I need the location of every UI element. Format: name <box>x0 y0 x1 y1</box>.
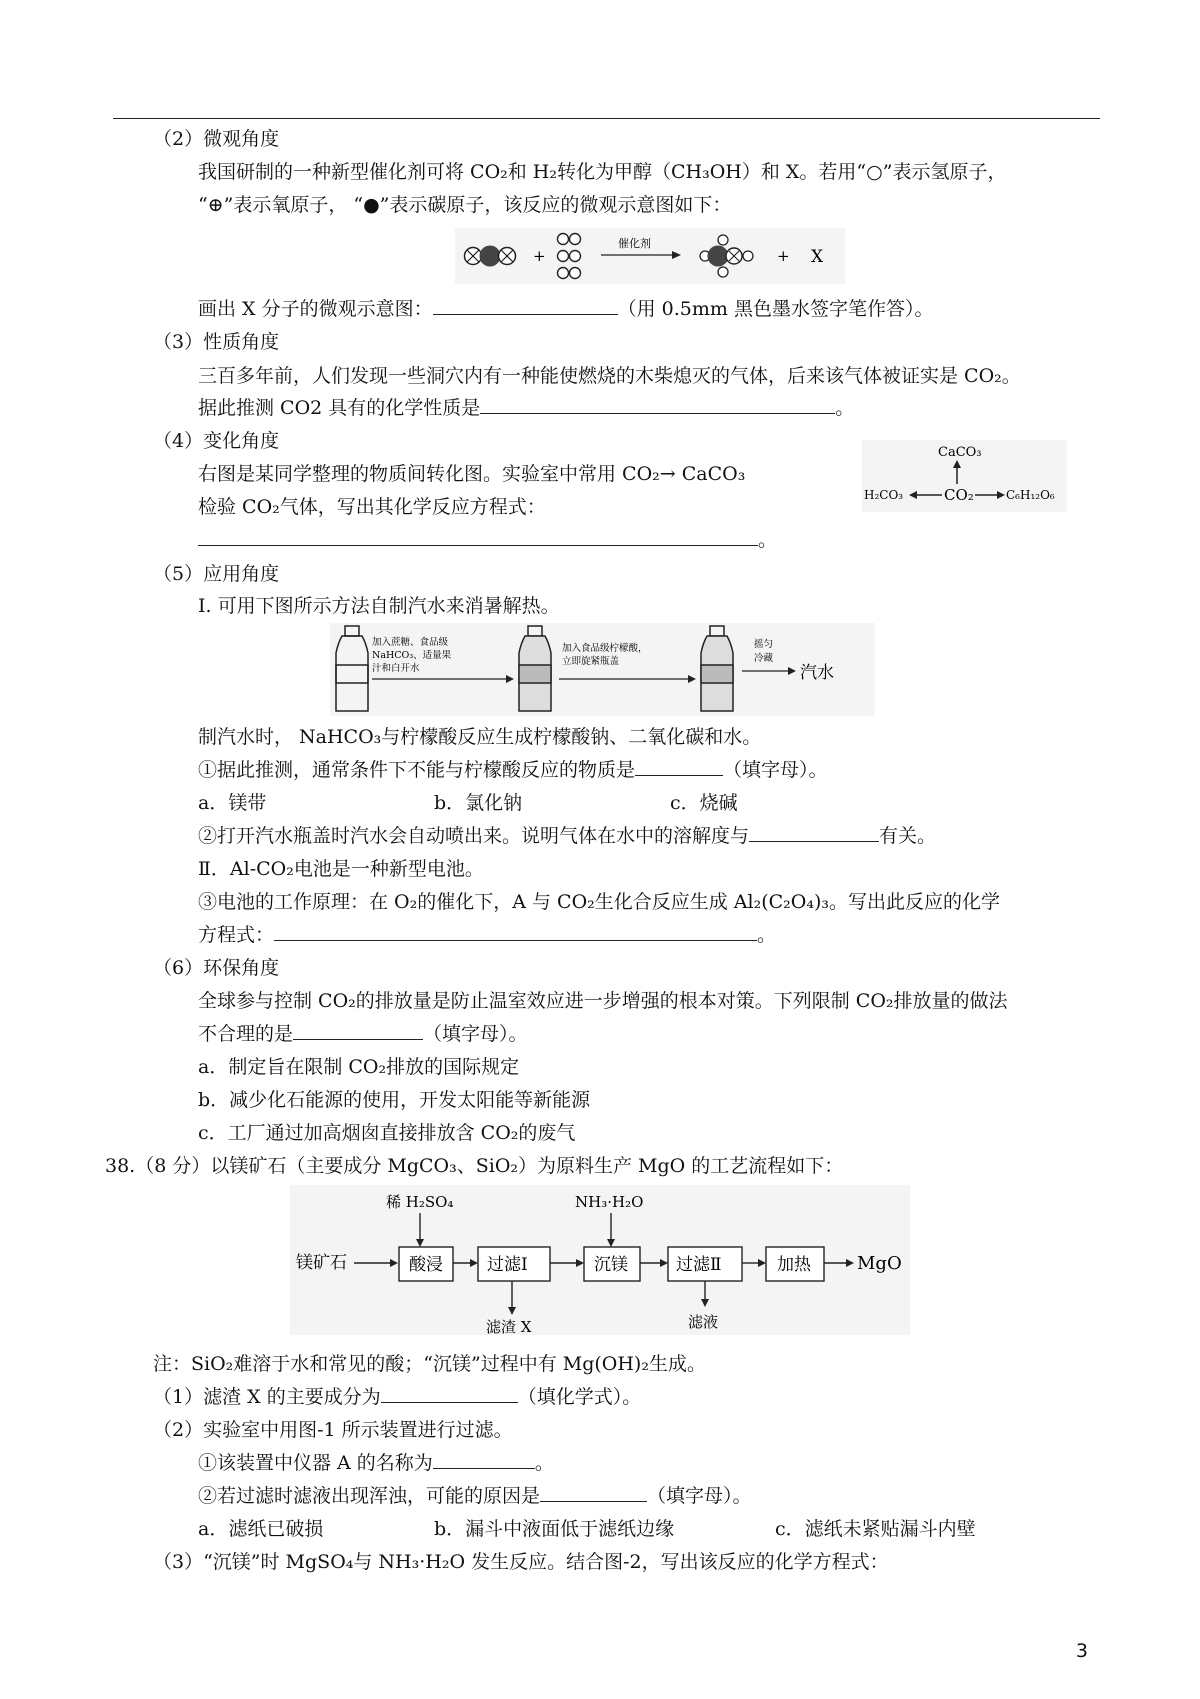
s5-q1-prompt: ①据此推测，通常条件下不能与柠檬酸反应的物质是 <box>198 759 636 781</box>
step1-line1: 加入蔗糖、食品级 <box>372 637 449 648</box>
node-caco3: CaCO₃ <box>938 445 982 460</box>
s2-paragraph-1: 我国研制的一种新型催化剂可将 CO₂和 H₂转化为甲醇（CH₃OH）和 X。若用“○”表示氢原子， <box>198 161 1007 183</box>
s6-answer-line <box>198 1020 528 1048</box>
s5-q3-answer-line <box>198 921 776 949</box>
h2-molecules <box>558 234 581 279</box>
q38-q2-1-prompt: ①该装置中仪器 A 的名称为 <box>198 1452 433 1474</box>
answer-blank-q1[interactable] <box>635 757 723 776</box>
mgo-process-flowchart <box>290 1185 910 1335</box>
s5-q2-suffix: 有关。 <box>879 825 937 847</box>
flow-output-filtrate: 滤液 <box>688 1313 719 1331</box>
step1-line2: NaHCO₃、适量果 <box>372 650 452 661</box>
answer-blank-s6[interactable] <box>293 1021 423 1040</box>
q38-q3: （3）“沉镁”时 MgSO₄与 NH₃·H₂O 发生反应。结合图-2，写出该反应的化学方程式： <box>153 1551 889 1573</box>
step3-line1: 摇匀 <box>754 639 774 650</box>
s5-q3-prompt: 方程式： <box>198 924 275 946</box>
answer-blank-q3[interactable] <box>274 922 757 941</box>
flow-box1-label: 酸浸 <box>409 1255 443 1275</box>
s6-heading: （6）环保角度 <box>153 957 280 979</box>
q38-q1-line <box>153 1383 641 1411</box>
q38-note: 注：SiO₂难溶于水和常见的酸；“沉镁”过程中有 Mg(OH)₂生成。 <box>153 1353 706 1375</box>
s3-heading: （3）性质角度 <box>153 331 280 353</box>
s5-q2-line <box>198 822 936 850</box>
catalyst-label: 催化剂 <box>618 237 651 250</box>
s4-answer-end: 。 <box>758 529 778 551</box>
s5-paragraph-2: 制汽水时， NaHCO₃与柠檬酸反应生成柠檬酸钠、二氧化碳和水。 <box>198 726 762 748</box>
s4-heading: （4）变化角度 <box>153 430 280 452</box>
s6-option-a: a．制定旨在限制 CO₂排放的国际规定 <box>198 1056 520 1078</box>
s5-paragraph-3: Ⅱ．Al-CO₂电池是一种新型电池。 <box>198 858 484 880</box>
flow-reagent-h2so4: 稀 H₂SO₄ <box>386 1193 454 1211</box>
s5-q1-option-a: a．镁带 <box>198 792 267 814</box>
s6-option-b: b．减少化石能源的使用，开发太阳能等新能源 <box>198 1089 591 1111</box>
s2-paragraph-2: “⊕”表示氧原子， “●”表示碳原子，该反应的微观示意图如下： <box>198 194 732 216</box>
flow-box2-label: 过滤Ⅰ <box>487 1255 528 1275</box>
s3-paragraph-1: 三百多年前，人们发现一些洞穴内有一种能使燃烧的木柴熄灭的气体，后来该气体被证实是 CO₂。 <box>198 365 1021 387</box>
s5-q3-line: ③电池的工作原理：在 O₂的催化下，A 与 CO₂生化合反应生成 Al₂(C₂O₄)₃。写出此反应的化学 <box>198 891 1001 913</box>
s3-answer-end: 。 <box>835 397 855 419</box>
q38-q2: （2）实验室中用图-1 所示装置进行过滤。 <box>153 1419 513 1441</box>
s5-q1-line <box>198 756 828 784</box>
s5-q2-prompt: ②打开汽水瓶盖时汽水会自动喷出来。说明气体在水中的溶解度与 <box>198 825 750 847</box>
step3-line2: 冷藏 <box>754 653 774 664</box>
flow-box3-label: 沉镁 <box>594 1255 628 1275</box>
s6-suffix: （填字母）。 <box>423 1023 528 1045</box>
flow-box5-label: 加热 <box>777 1255 811 1275</box>
q38-option-a: a．滤纸已破损 <box>198 1518 324 1540</box>
q38-option-c: c．滤纸未紧贴漏斗内壁 <box>775 1518 976 1540</box>
s2-answer-line <box>198 295 933 323</box>
s3-answer-line <box>198 394 854 422</box>
step2-line1: 加入食品级柠檬酸， <box>562 643 648 654</box>
s6-option-c: c．工厂通过加高烟囱直接排放含 CO₂的废气 <box>198 1122 576 1144</box>
q38-q2-2-prompt: ②若过滤时滤液出现浑浊，可能的原因是 <box>198 1485 541 1507</box>
q38-option-b: b．漏斗中液面低于滤纸边缘 <box>434 1518 675 1540</box>
step2-line2: 立即旋紧瓶盖 <box>562 656 620 667</box>
answer-blank-q2[interactable] <box>749 823 879 842</box>
q38-q2-1-end: 。 <box>534 1452 554 1474</box>
page-number: 3 <box>1075 1640 1088 1662</box>
s5-q3-end: 。 <box>757 924 777 946</box>
reaction-micro-diagram <box>455 228 845 284</box>
answer-blank-co2-equation[interactable] <box>198 527 758 546</box>
flow-output-mgo: MgO <box>857 1253 902 1274</box>
co2-conversion-diagram <box>862 440 1067 512</box>
s6-prompt: 不合理的是 <box>198 1023 294 1045</box>
s3-answer-prompt: 据此推测 CO2 具有的化学性质是 <box>198 397 481 419</box>
bottle-filled-1 <box>519 626 551 711</box>
answer-blank-residue[interactable] <box>381 1384 518 1403</box>
step1-line3: 汁和白开水 <box>372 663 420 674</box>
plus-sign-2: + <box>777 247 790 265</box>
plus-sign-1: + <box>533 247 546 265</box>
s5-q1-option-c: c．烧碱 <box>670 792 738 814</box>
s5-paragraph-1: Ⅰ. 可用下图所示方法自制汽水来消暑解热。 <box>198 595 560 617</box>
answer-blank-instrument-a[interactable] <box>433 1450 535 1469</box>
q38-q1-suffix: （填化学式）。 <box>517 1386 642 1408</box>
s4-paragraph-2: 检验 CO₂气体，写出其化学反应方程式： <box>198 496 546 518</box>
q38-q2-1-line <box>198 1449 554 1477</box>
s4-answer-line <box>198 526 777 554</box>
node-glucose: C₆H₁₂O₆ <box>1006 488 1055 502</box>
q38-q1-prompt: （1）滤渣 X 的主要成分为 <box>153 1386 381 1408</box>
node-h2co3: H₂CO₃ <box>864 488 904 502</box>
soda-making-diagram <box>330 623 875 716</box>
q38-intro: 38.（8 分）以镁矿石（主要成分 MgCO₃、SiO₂）为原料生产 MgO 的工艺流程如下： <box>105 1155 844 1177</box>
bottle-filled-2 <box>701 626 733 711</box>
s5-heading: （5）应用角度 <box>153 563 280 585</box>
q38-q2-2-line <box>198 1482 752 1510</box>
q38-q2-2-suffix: （填字母）。 <box>647 1485 752 1507</box>
result-soda: 汽水 <box>800 663 834 683</box>
header-rule <box>113 118 1100 119</box>
s6-paragraph-1: 全球参与控制 CO₂的排放量是防止温室效应进一步增强的根本对策。下列限制 CO₂排放量的做法 <box>198 990 1008 1012</box>
flow-input-ore: 镁矿石 <box>296 1253 347 1273</box>
answer-blank-co2-property[interactable] <box>480 395 835 414</box>
s5-q1-suffix: （填字母）。 <box>723 759 828 781</box>
node-co2: CO₂ <box>944 486 974 504</box>
flow-box4-label: 过滤Ⅱ <box>676 1255 722 1275</box>
s2-answer-prompt: 画出 X 分子的微观示意图： <box>198 298 433 320</box>
s5-q1-option-b: b．氯化钠 <box>434 792 523 814</box>
s2-heading: （2）微观角度 <box>153 128 280 150</box>
answer-blank-x-molecule[interactable] <box>433 296 618 315</box>
flow-output-residue-x: 滤渣 X <box>486 1318 532 1335</box>
co2-molecule <box>465 246 516 267</box>
s2-answer-suffix: （用 0.5mm 黑色墨水签字笔作答）。 <box>617 298 934 320</box>
answer-blank-turbid-reason[interactable] <box>540 1483 647 1502</box>
flow-reagent-ammonia: NH₃·H₂O <box>575 1193 644 1211</box>
s4-paragraph-1: 右图是某同学整理的物质间转化图。实验室中常用 CO₂→ CaCO₃ <box>198 463 746 485</box>
product-x: X <box>811 247 824 267</box>
